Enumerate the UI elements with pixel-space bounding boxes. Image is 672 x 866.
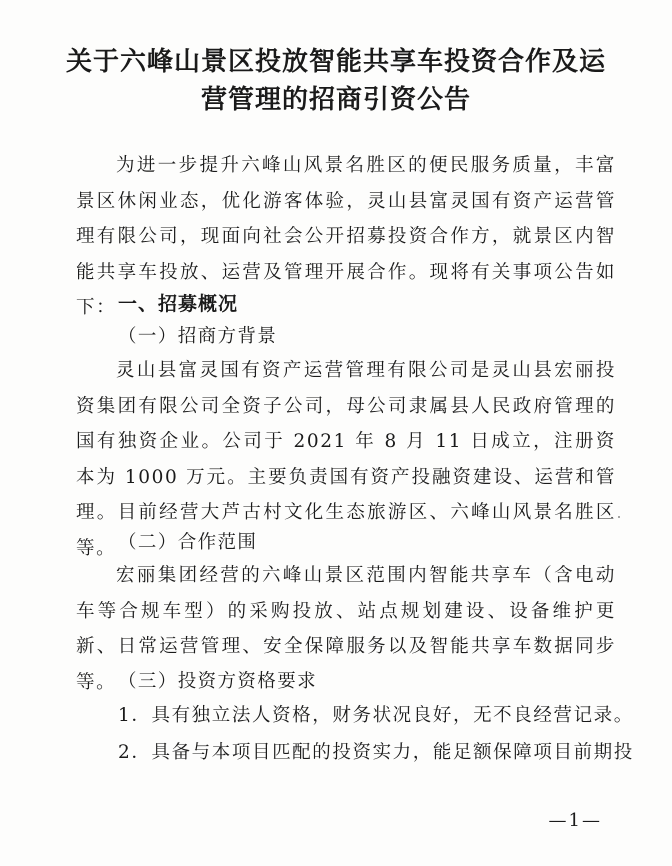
page-number: —1—	[548, 810, 602, 831]
subsection-2-body: 宏丽集团经营的六峰山景区范围内智能共享车（含电动车等合规车型）的采购投放、站点规划建设、设备维护更新、日常运营管理、安全保障服务以及智能共享车数据同步等。	[76, 565, 616, 693]
subsection-2-heading: （二）合作范围	[118, 532, 258, 553]
subsection-1-body: 灵山县富灵国有资产运营管理有限公司是灵山县宏丽投资集团有限公司全资子公司，母公司隶属县人民政府管理的国有独资企业。公司于 2021 年 8 月 11 日成立，注册资本为 1000 万元。主要负责国有资产投融资建设、运营和管理。目前经营大芦古村文化生态旅游区、六峰山风景名胜区等。	[76, 360, 616, 559]
intro-paragraph: 为进一步提升六峰山风景名胜区的便民服务质量，丰富景区休闲业态，优化游客体验，灵山县富灵国有资产运营管理有限公司，现面向社会公开招募投资合作方，就景区内智能共享车投放、运营及管理开展合作。现将有关事项公告如下：	[76, 155, 616, 318]
subsection-1-heading: （一）招商方背景	[118, 326, 278, 347]
section-1-heading: 一、招募概况	[118, 293, 239, 315]
requirement-1: 1．具有独立法人资格，财务状况良好，无不良经营记录。	[118, 705, 634, 726]
requirement-2: 2．具备与本项目匹配的投资实力，能足额保障项目前期投	[118, 742, 634, 763]
scan-speck	[618, 516, 620, 518]
document-title-line-2: 营管理的招商引资公告	[200, 85, 471, 115]
subsection-3-heading: （三）投资方资格要求	[118, 671, 318, 692]
document-title-line-1: 关于六峰山景区投放智能共享车投资合作及运	[65, 47, 606, 77]
